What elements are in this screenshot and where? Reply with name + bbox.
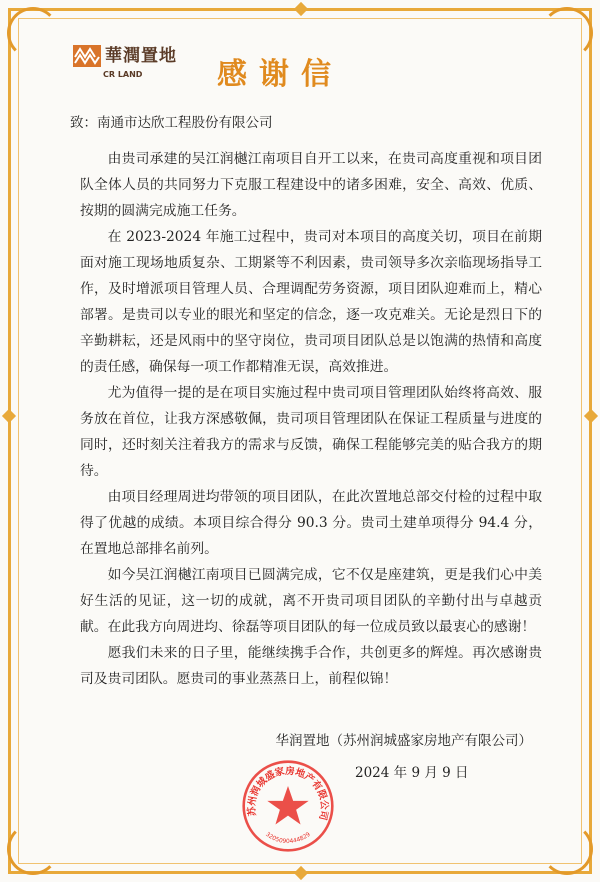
paragraph: 如今吴江润樾江南项目已圆满完成，它不仅是座建筑，更是我们心中美好生活的见证，这一切的成就，离不开贵司项目团队的辛勤付出与卓越贡献。在此我方向周进均、徐磊等项目团队的每一位成员致以最衷心的感谢！ bbox=[80, 567, 542, 635]
paragraph: 尤为值得一提的是在项目实施过程中贵司项目管理团队始终将高效、服务放在首位，让我方深感敬佩，贵司项目管理团队在保证工程质量与进度的同时，还时刻关注着我方的需求与反馈，确保工程能够完美的贴合我方的期待。 bbox=[80, 385, 542, 479]
logo-en-text: CR LAND bbox=[103, 70, 143, 79]
letter-title: 感谢信 bbox=[217, 57, 343, 92]
signature: 华润置地（苏州润城盛家房地产有限公司） bbox=[275, 733, 532, 749]
svg-text:苏州润城盛家房地产有限公司: 苏州润城盛家房地产有限公司 bbox=[246, 765, 330, 822]
logo-cn-text: 華潤置地 bbox=[105, 46, 177, 66]
salutation: 致：南通市达欣工程股份有限公司 bbox=[70, 115, 273, 131]
paragraph: 由贵司承建的吴江润樾江南项目自开工以来，在贵司高度重视和项目团队全体人员的共同努力下克服工程建设中的诸多困难，安全、高效、优质、按期的圆满完成施工任务。 bbox=[80, 151, 542, 219]
letter-footer bbox=[70, 732, 542, 846]
paragraph: 愿我们未来的日子里，能继续携手合作，共创更多的辉煌。再次感谢贵司及贵司团队。愿贵司的事业蒸蒸日上，前程似锦！ bbox=[80, 645, 542, 687]
letter-date: 2024 年 9 月 9 日 bbox=[355, 765, 469, 781]
paragraph: 在 2023-2024 年施工过程中，贵司对本项目的高度关切，项目在前期面对施工现场地质复杂、工期紧等不利因素，贵司领导多次亲临现场指导工作，及时增派项目管理人员、合理调配劳务资源，项目团队迎难而上，精心部署。是贵司以专业的眼光和坚定的信念，逐一攻克难关。无论是烈日下的辛勤耕耘，还是风雨中的坚守岗位，贵司项目团队总是以饱满的热情和高度的责任感，确保每一项工作都精准无误，高效推进。 bbox=[80, 229, 542, 375]
letter-body bbox=[80, 146, 542, 692]
paragraph: 由项目经理周进均带领的项目团队，在此次置地总部交付检的过程中取得了优越的成绩。本项目综合得分 90.3 分。贵司土建单项得分 94.4 分，在置地总部排名前列。 bbox=[80, 489, 542, 557]
svg-text:3205090444829: 3205090444829 bbox=[264, 831, 312, 846]
company-seal bbox=[240, 758, 336, 854]
